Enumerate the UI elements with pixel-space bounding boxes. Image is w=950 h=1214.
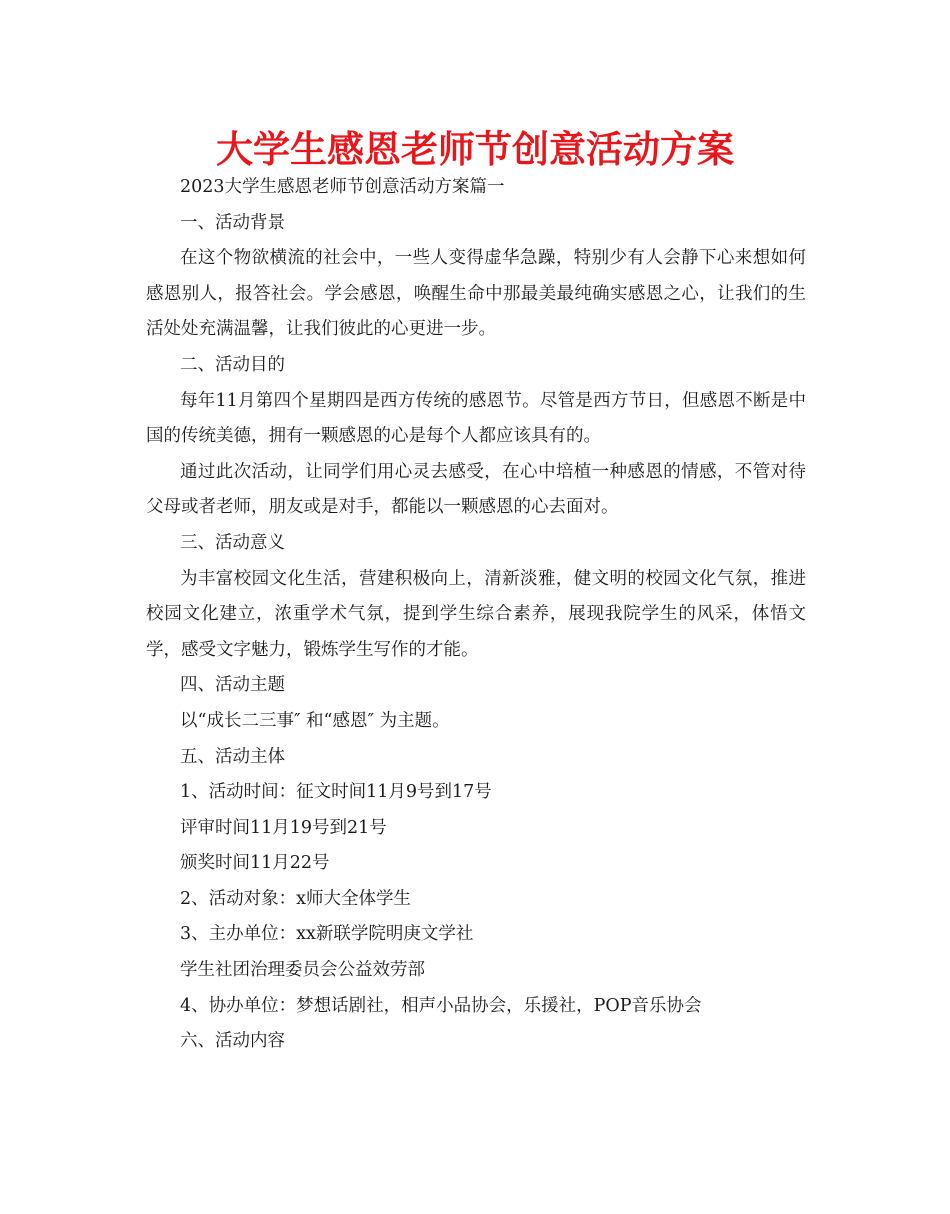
section-heading-main: 五、活动主体 — [180, 746, 285, 767]
section-heading-significance: 三、活动意义 — [180, 532, 285, 553]
document-title: 大学生感恩老师节创意活动方案 — [216, 128, 734, 171]
item-organizer: 3、主办单位：xx新联学院明庚文学社 — [180, 924, 474, 945]
paragraph-purpose-1: 每年11月第四个星期四是西方传统的感恩节。尽管是西方节日，但感恩不断是中国的传统美德，拥有一颗感恩的心是每个人都应该具有的。 — [146, 390, 806, 447]
paragraph-significance: 为丰富校园文化生活，营建积极向上，清新淡雅，健文明的校园文化气氛，推进校园文化建立，浓重学术气氛，提到学生综合素养，展现我院学生的风采，体悟文学，感受文字魅力，锻炼学生写作的才能。 — [146, 568, 806, 660]
paragraph-theme: 以“成长二三事″ 和“感恩″ 为主题。 — [180, 710, 450, 731]
item-review-time: 评审时间11月19号到21号 — [180, 817, 387, 838]
document-body — [146, 170, 806, 1060]
item-co-organizer: 4、协办单位：梦想话剧社，相声小品协会，乐援社，POP音乐协会 — [180, 995, 702, 1016]
paragraph-background: 在这个物欲横流的社会中，一些人变得虚华急躁，特别少有人会静下心来想如何感恩别人，报答社会。学会感恩，唤醒生命中那最美最纯确实感恩之心，让我们的生活处处充满温馨，让我们彼此的心更进一步。 — [146, 248, 806, 340]
section-heading-purpose: 二、活动目的 — [180, 354, 285, 375]
item-award-time: 颁奖时间11月22号 — [180, 853, 330, 874]
section-heading-theme: 四、活动主题 — [180, 675, 285, 696]
section-heading-background: 一、活动背景 — [180, 212, 285, 233]
item-activity-time: 1、活动时间：征文时间11月9号到17号 — [180, 782, 492, 803]
paragraph-purpose-2: 通过此次活动，让同学们用心灵去感受，在心中培植一种感恩的情感，不管对待父母或者老师，朋友或是对手，都能以一颗感恩的心去面对。 — [146, 461, 806, 518]
subtitle-line: 2023大学生感恩老师节创意活动方案篇一 — [180, 177, 505, 197]
item-target: 2、活动对象：x师大全体学生 — [180, 888, 412, 909]
item-organizer-2: 学生社团治理委员会公益效劳部 — [180, 960, 425, 981]
section-heading-content: 六、活动内容 — [180, 1031, 285, 1052]
